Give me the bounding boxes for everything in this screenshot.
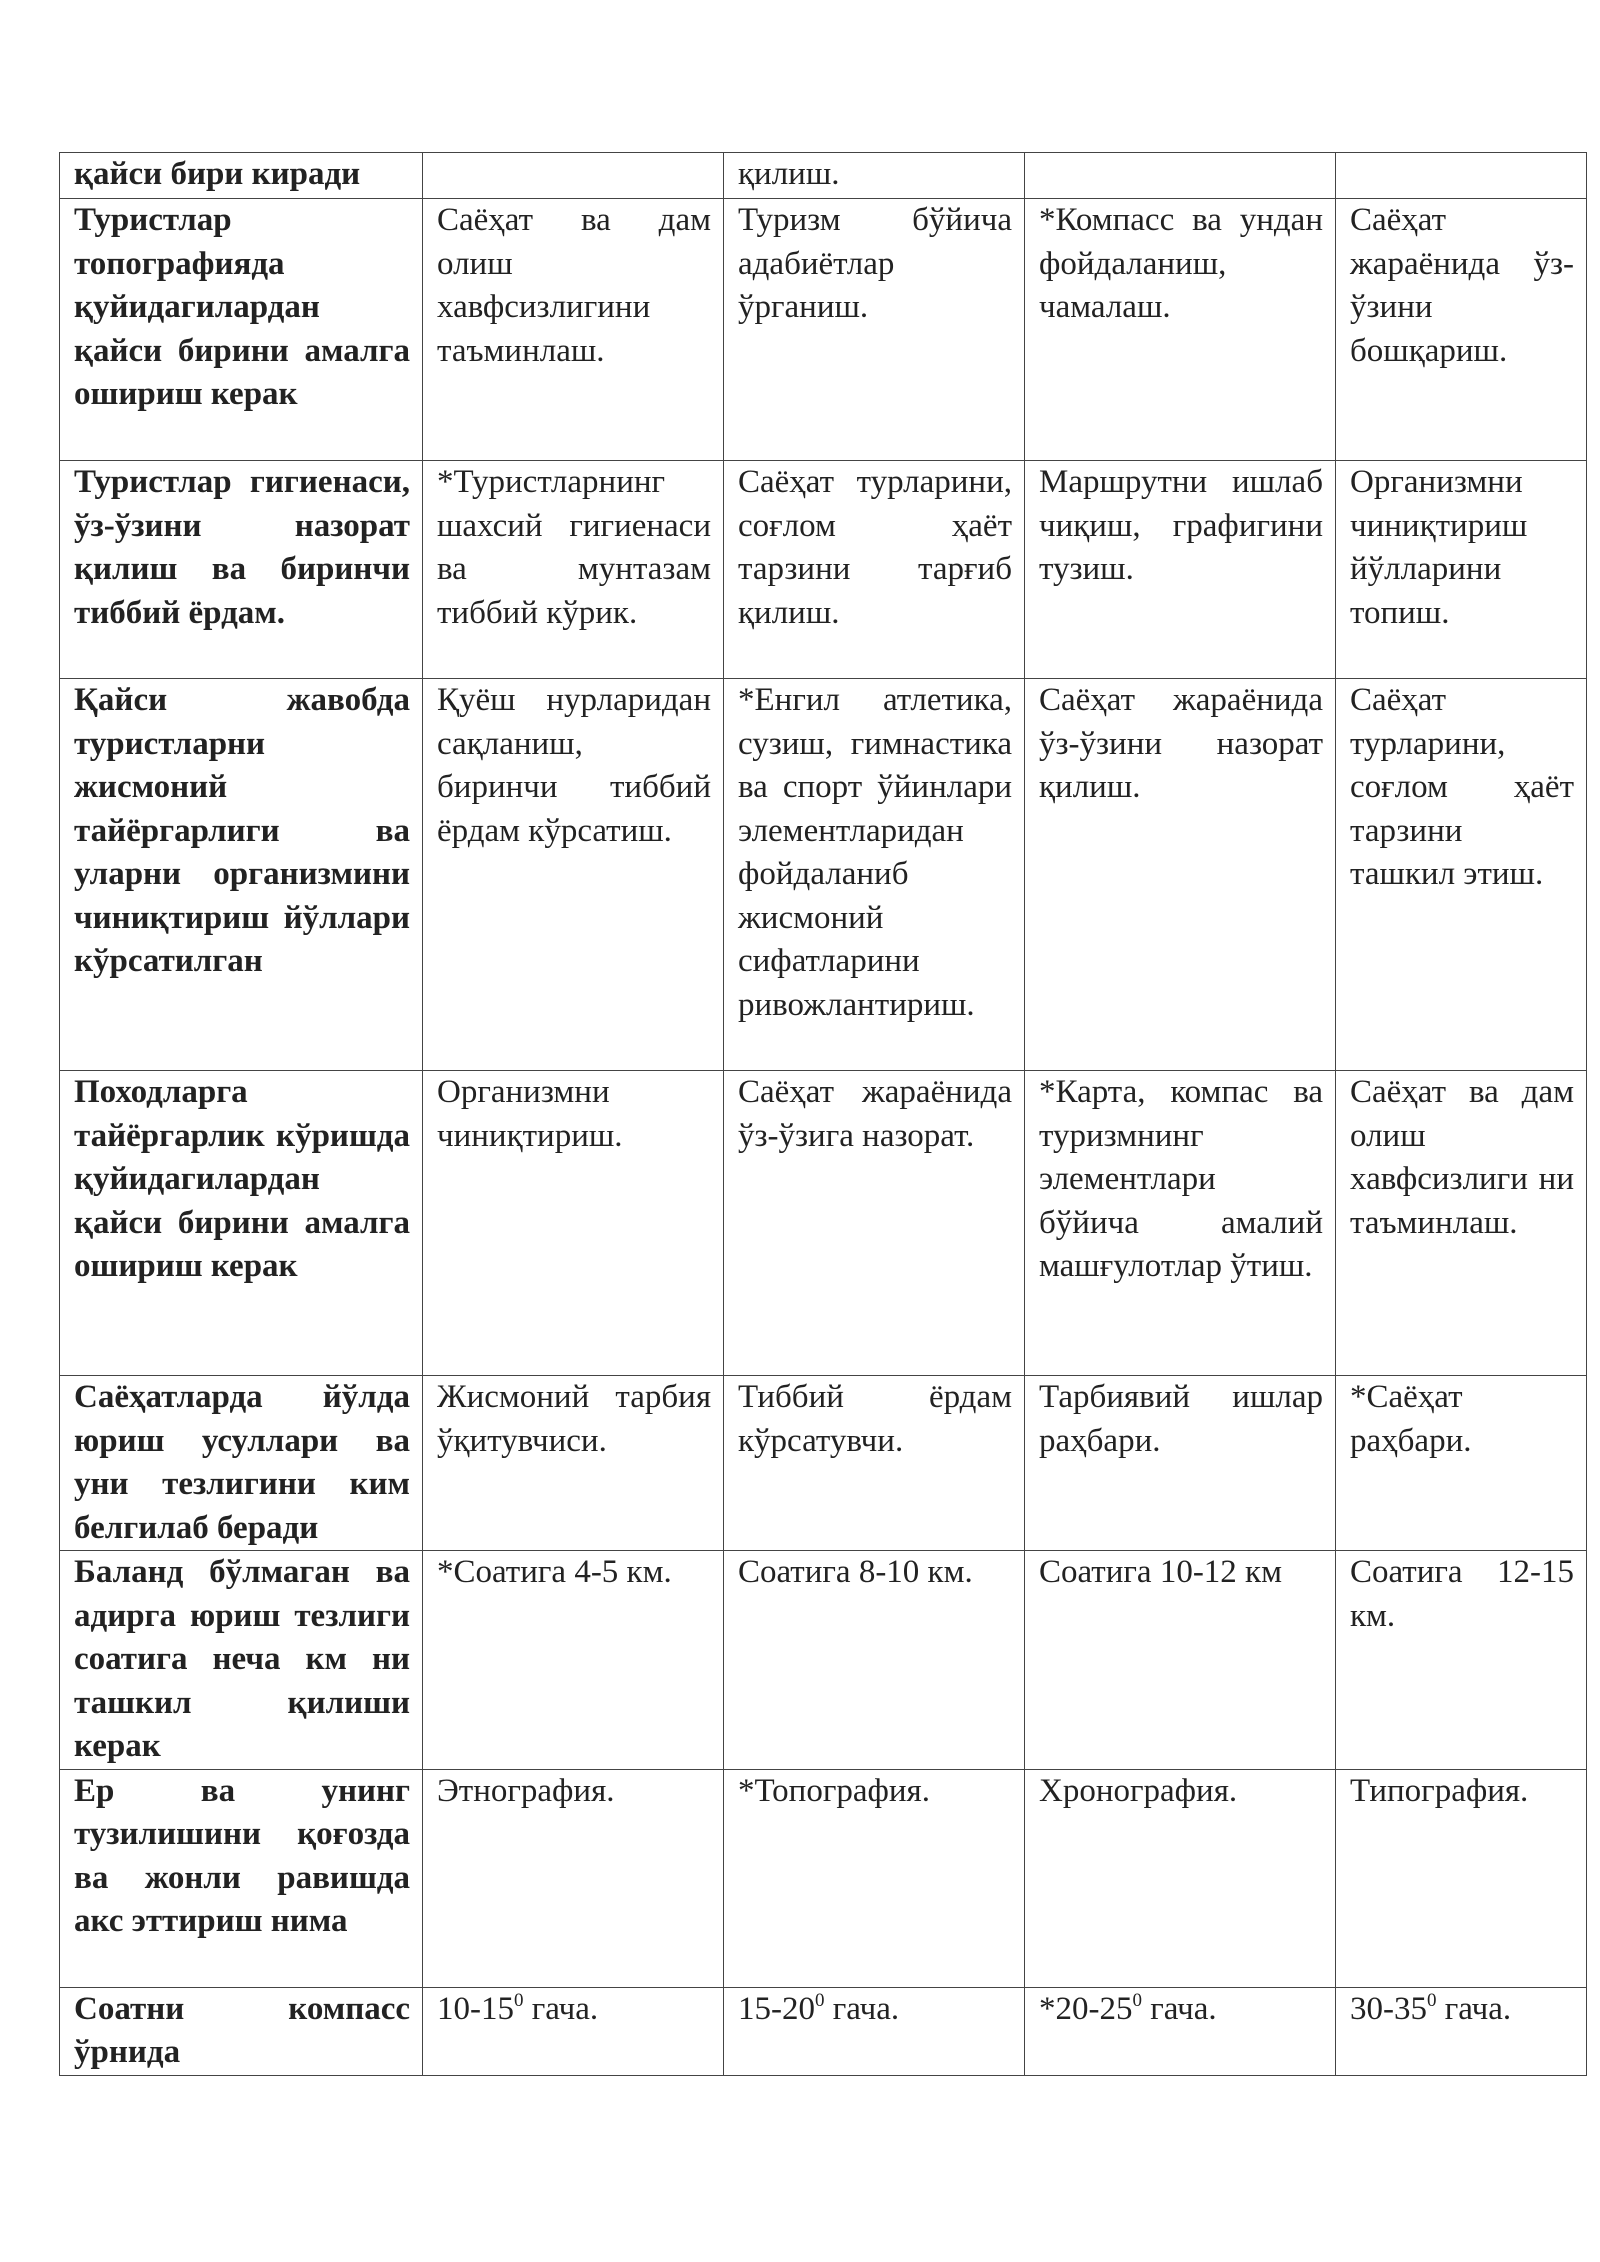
option-cell: *Енгил атлетика, сузиш, гимнастика ва спорт ўйинлари элементларидан фойдаланиб жисмоний сифатларини ривожлантириш.	[724, 679, 1025, 1071]
option-cell	[1336, 1987, 1587, 2075]
table-row	[60, 1987, 1587, 2075]
question-cell: Походларга тайёргарлик кўришда қуйидагилардан қайси бирини амалга ошириш керак	[60, 1071, 423, 1376]
option-text: гача.	[523, 1990, 599, 2027]
option-text: 30-35	[1350, 1990, 1427, 2027]
degree-superscript: 0	[815, 1989, 825, 2011]
table-row	[60, 679, 1587, 1071]
option-cell: *Компасс ва ундан фойдаланиш, чамалаш.	[1025, 199, 1336, 461]
question-cell: Туристлар топографияда қуйидагилардан қайси бирини амалга ошириш керак	[60, 199, 423, 461]
option-cell: Саёҳат жараёнида ўз-ўзини бошқариш.	[1336, 199, 1587, 461]
option-cell	[1025, 153, 1336, 199]
option-cell: Саёҳат ва дам олиш хавфсизлиги ни таъминлаш.	[1336, 1071, 1587, 1376]
degree-superscript: 0	[514, 1989, 524, 2011]
option-text: *20-25	[1039, 1990, 1133, 2027]
table-row	[60, 153, 1587, 199]
table-row	[60, 1071, 1587, 1376]
question-cell: Саёҳатларда йўлда юриш усуллари ва уни тезлигини ким белгилаб беради	[60, 1376, 423, 1551]
option-cell: *Соатига 4-5 км.	[423, 1551, 724, 1770]
option-text: гача.	[1436, 1990, 1512, 2027]
option-text: 15-20	[738, 1990, 815, 2027]
option-cell: *Саёҳат раҳбари.	[1336, 1376, 1587, 1551]
option-cell: Саёҳат жараёнида ўз-ўзига назорат.	[724, 1071, 1025, 1376]
option-cell: Саёҳат турларини, соғлом ҳаёт тарзини тарғиб қилиш.	[724, 461, 1025, 679]
option-cell: Соатига 8-10 км.	[724, 1551, 1025, 1770]
option-cell: Хронография.	[1025, 1769, 1336, 1987]
question-cell: қайси бири киради	[60, 153, 423, 199]
option-cell	[1336, 153, 1587, 199]
quiz-table-body	[60, 153, 1587, 2076]
option-cell: Жисмоний тарбия ўқитувчиси.	[423, 1376, 724, 1551]
option-text: гача.	[824, 1990, 900, 2027]
question-cell: Соатни компасс ўрнида	[60, 1987, 423, 2075]
option-cell: Саёҳат жараёнида ўз-ўзини назорат қилиш.	[1025, 679, 1336, 1071]
option-cell	[423, 153, 724, 199]
option-cell: *Туристларнинг шахсий гигиенаси ва мунтазам тиббий кўрик.	[423, 461, 724, 679]
option-cell: Маршрутни ишлаб чиқиш, графигини тузиш.	[1025, 461, 1336, 679]
quiz-table	[59, 152, 1587, 2076]
option-cell: Қуёш нурларидан сақланиш, биринчи тиббий ёрдам кўрсатиш.	[423, 679, 724, 1071]
question-cell: Туристлар гигиенаси, ўз-ўзини назорат қилиш ва биринчи тиббий ёрдам.	[60, 461, 423, 679]
option-cell: Этнография.	[423, 1769, 724, 1987]
option-cell: қилиш.	[724, 153, 1025, 199]
table-row	[60, 199, 1587, 461]
option-text: 10-15	[437, 1990, 514, 2027]
table-row	[60, 1769, 1587, 1987]
option-cell: Саёҳат турларини, соғлом ҳаёт тарзини ташкил этиш.	[1336, 679, 1587, 1071]
question-cell: Баланд бўлмаган ва адирга юриш тезлиги соатига неча км ни ташкил қилиши керак	[60, 1551, 423, 1770]
option-cell: Тарбиявий ишлар раҳбари.	[1025, 1376, 1336, 1551]
option-cell: Организмни чиниқтириш йўлларини топиш.	[1336, 461, 1587, 679]
option-cell: Тиббий ёрдам кўрсатувчи.	[724, 1376, 1025, 1551]
question-cell: Қайси жавобда туристларни жисмоний тайёргарлиги ва уларни организмини чиниқтириш йўллари кўрсатилган	[60, 679, 423, 1071]
option-cell	[1025, 1987, 1336, 2075]
option-cell: Саёҳат ва дам олиш хавфсизлигини таъминлаш.	[423, 199, 724, 461]
option-cell: *Топография.	[724, 1769, 1025, 1987]
degree-superscript: 0	[1132, 1989, 1142, 2011]
table-row	[60, 461, 1587, 679]
option-cell: *Карта, компас ва туризмнинг элементлари бўйича амалий машғулотлар ўтиш.	[1025, 1071, 1336, 1376]
option-cell: Соатига 12-15 км.	[1336, 1551, 1587, 1770]
question-cell: Ер ва унинг тузилишини қоғозда ва жонли равишда акс эттириш нима	[60, 1769, 423, 1987]
option-cell	[423, 1987, 724, 2075]
degree-superscript: 0	[1427, 1989, 1437, 2011]
option-cell	[724, 1987, 1025, 2075]
option-cell: Соатига 10-12 км	[1025, 1551, 1336, 1770]
table-row	[60, 1376, 1587, 1551]
option-text: гача.	[1142, 1990, 1217, 2027]
option-cell: Типография.	[1336, 1769, 1587, 1987]
option-cell: Туризм бўйича адабиётлар ўрганиш.	[724, 199, 1025, 461]
option-cell: Организмни чиниқтириш.	[423, 1071, 724, 1376]
table-row	[60, 1551, 1587, 1770]
